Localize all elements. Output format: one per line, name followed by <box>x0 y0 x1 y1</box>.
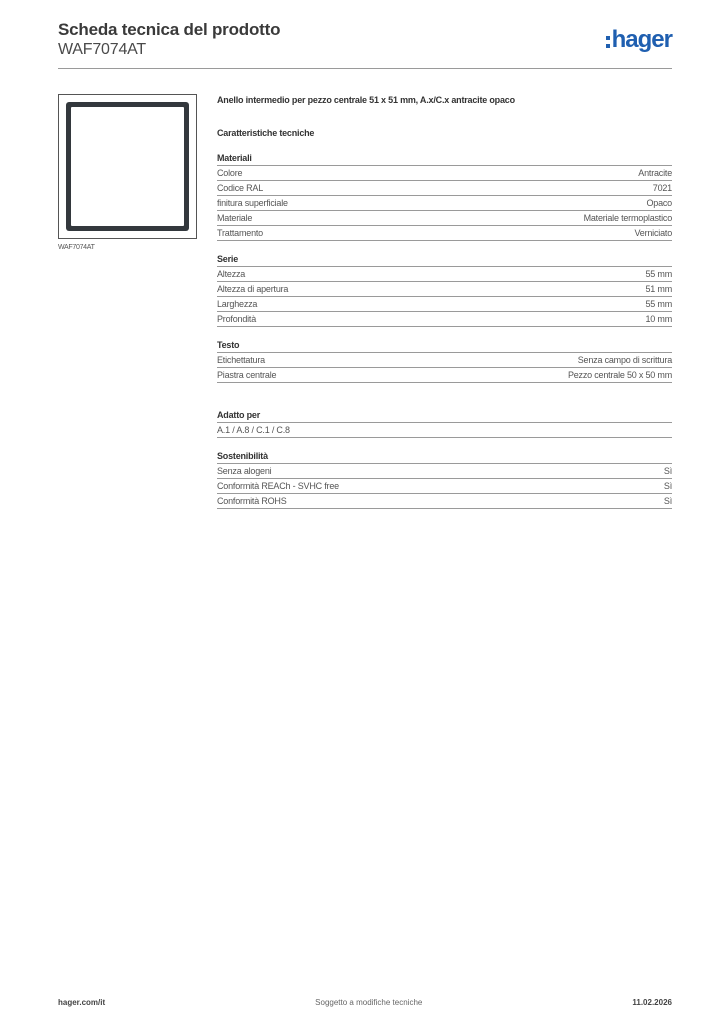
spec-row <box>217 297 672 312</box>
spec-value: 7021 <box>652 183 672 193</box>
spec-label: A.1 / A.8 / C.1 / C.8 <box>217 425 290 435</box>
spec-value: 55 mm <box>645 269 672 279</box>
spec-value: Pezzo centrale 50 x 50 mm <box>567 370 672 380</box>
spec-value: Sì <box>663 496 672 506</box>
spec-row <box>217 196 672 211</box>
section-title: Materiali <box>217 152 672 166</box>
spec-row <box>217 166 672 181</box>
spec-value: 10 mm <box>645 314 672 324</box>
spec-label: Senza alogeni <box>217 466 272 476</box>
section-title: Sostenibilità <box>217 450 672 464</box>
spec-row <box>217 464 672 479</box>
spec-value: Sì <box>663 481 672 491</box>
spec-row <box>217 353 672 368</box>
spec-row <box>217 312 672 327</box>
document-title: Scheda tecnica del prodotto <box>58 20 281 39</box>
tech-characteristics-heading: Caratteristiche tecniche <box>217 128 315 138</box>
section-materiali <box>217 152 672 241</box>
spec-value: Senza campo di scrittura <box>577 355 672 365</box>
spec-value: Verniciato <box>634 228 672 238</box>
footer-note: Soggetto a modifiche tecniche <box>315 998 423 1007</box>
spec-label: Profondità <box>217 314 257 324</box>
spec-row <box>217 181 672 196</box>
spec-row <box>217 368 672 383</box>
section-title: Adatto per <box>217 409 672 423</box>
spec-row <box>217 226 672 241</box>
spec-row <box>217 479 672 494</box>
section-title: Testo <box>217 339 672 353</box>
spec-label: Conformità REACh - SVHC free <box>217 481 339 491</box>
product-image-caption: WAF7074AT <box>58 244 95 251</box>
spec-row <box>217 267 672 282</box>
product-description: Anello intermedio per pezzo centrale 51 x 51 mm, A.x/C.x antracite opaco <box>217 95 515 105</box>
logo-wordmark: hager <box>611 26 672 53</box>
section-sostenibilita <box>217 450 672 509</box>
frame-ring-icon <box>66 102 189 231</box>
spec-value: Materiale termoplastico <box>583 213 672 223</box>
specs-content <box>217 92 672 509</box>
spec-label: Codice RAL <box>217 183 264 193</box>
hager-logo <box>606 28 672 52</box>
spec-label: Altezza di apertura <box>217 284 289 294</box>
spec-label: Trattamento <box>217 228 263 238</box>
section-testo <box>217 339 672 383</box>
spec-label: Etichettatura <box>217 355 265 365</box>
logo-dots-icon <box>606 36 610 48</box>
spec-value: 55 mm <box>645 299 672 309</box>
page-header <box>58 20 672 69</box>
product-image <box>58 94 197 239</box>
footer-website: hager.com/it <box>58 998 106 1007</box>
section-serie <box>217 253 672 327</box>
section-title: Serie <box>217 253 672 267</box>
spec-value: Sì <box>663 466 672 476</box>
section-adatto-per <box>217 409 672 438</box>
spec-label: Conformità ROHS <box>217 496 287 506</box>
page-footer <box>58 998 672 1007</box>
spec-label: finitura superficiale <box>217 198 288 208</box>
spec-value: 51 mm <box>645 284 672 294</box>
spec-row <box>217 211 672 226</box>
spec-label: Piastra centrale <box>217 370 277 380</box>
spec-value: Antracite <box>638 168 672 178</box>
product-code: WAF7074AT <box>58 41 147 58</box>
footer-date: 11.02.2026 <box>632 998 672 1007</box>
spec-label: Larghezza <box>217 299 258 309</box>
spec-label: Altezza <box>217 269 246 279</box>
spec-row <box>217 494 672 509</box>
spec-value: Opaco <box>646 198 672 208</box>
spec-label: Colore <box>217 168 243 178</box>
spec-row <box>217 423 672 438</box>
spec-label: Materiale <box>217 213 253 223</box>
spec-row <box>217 282 672 297</box>
